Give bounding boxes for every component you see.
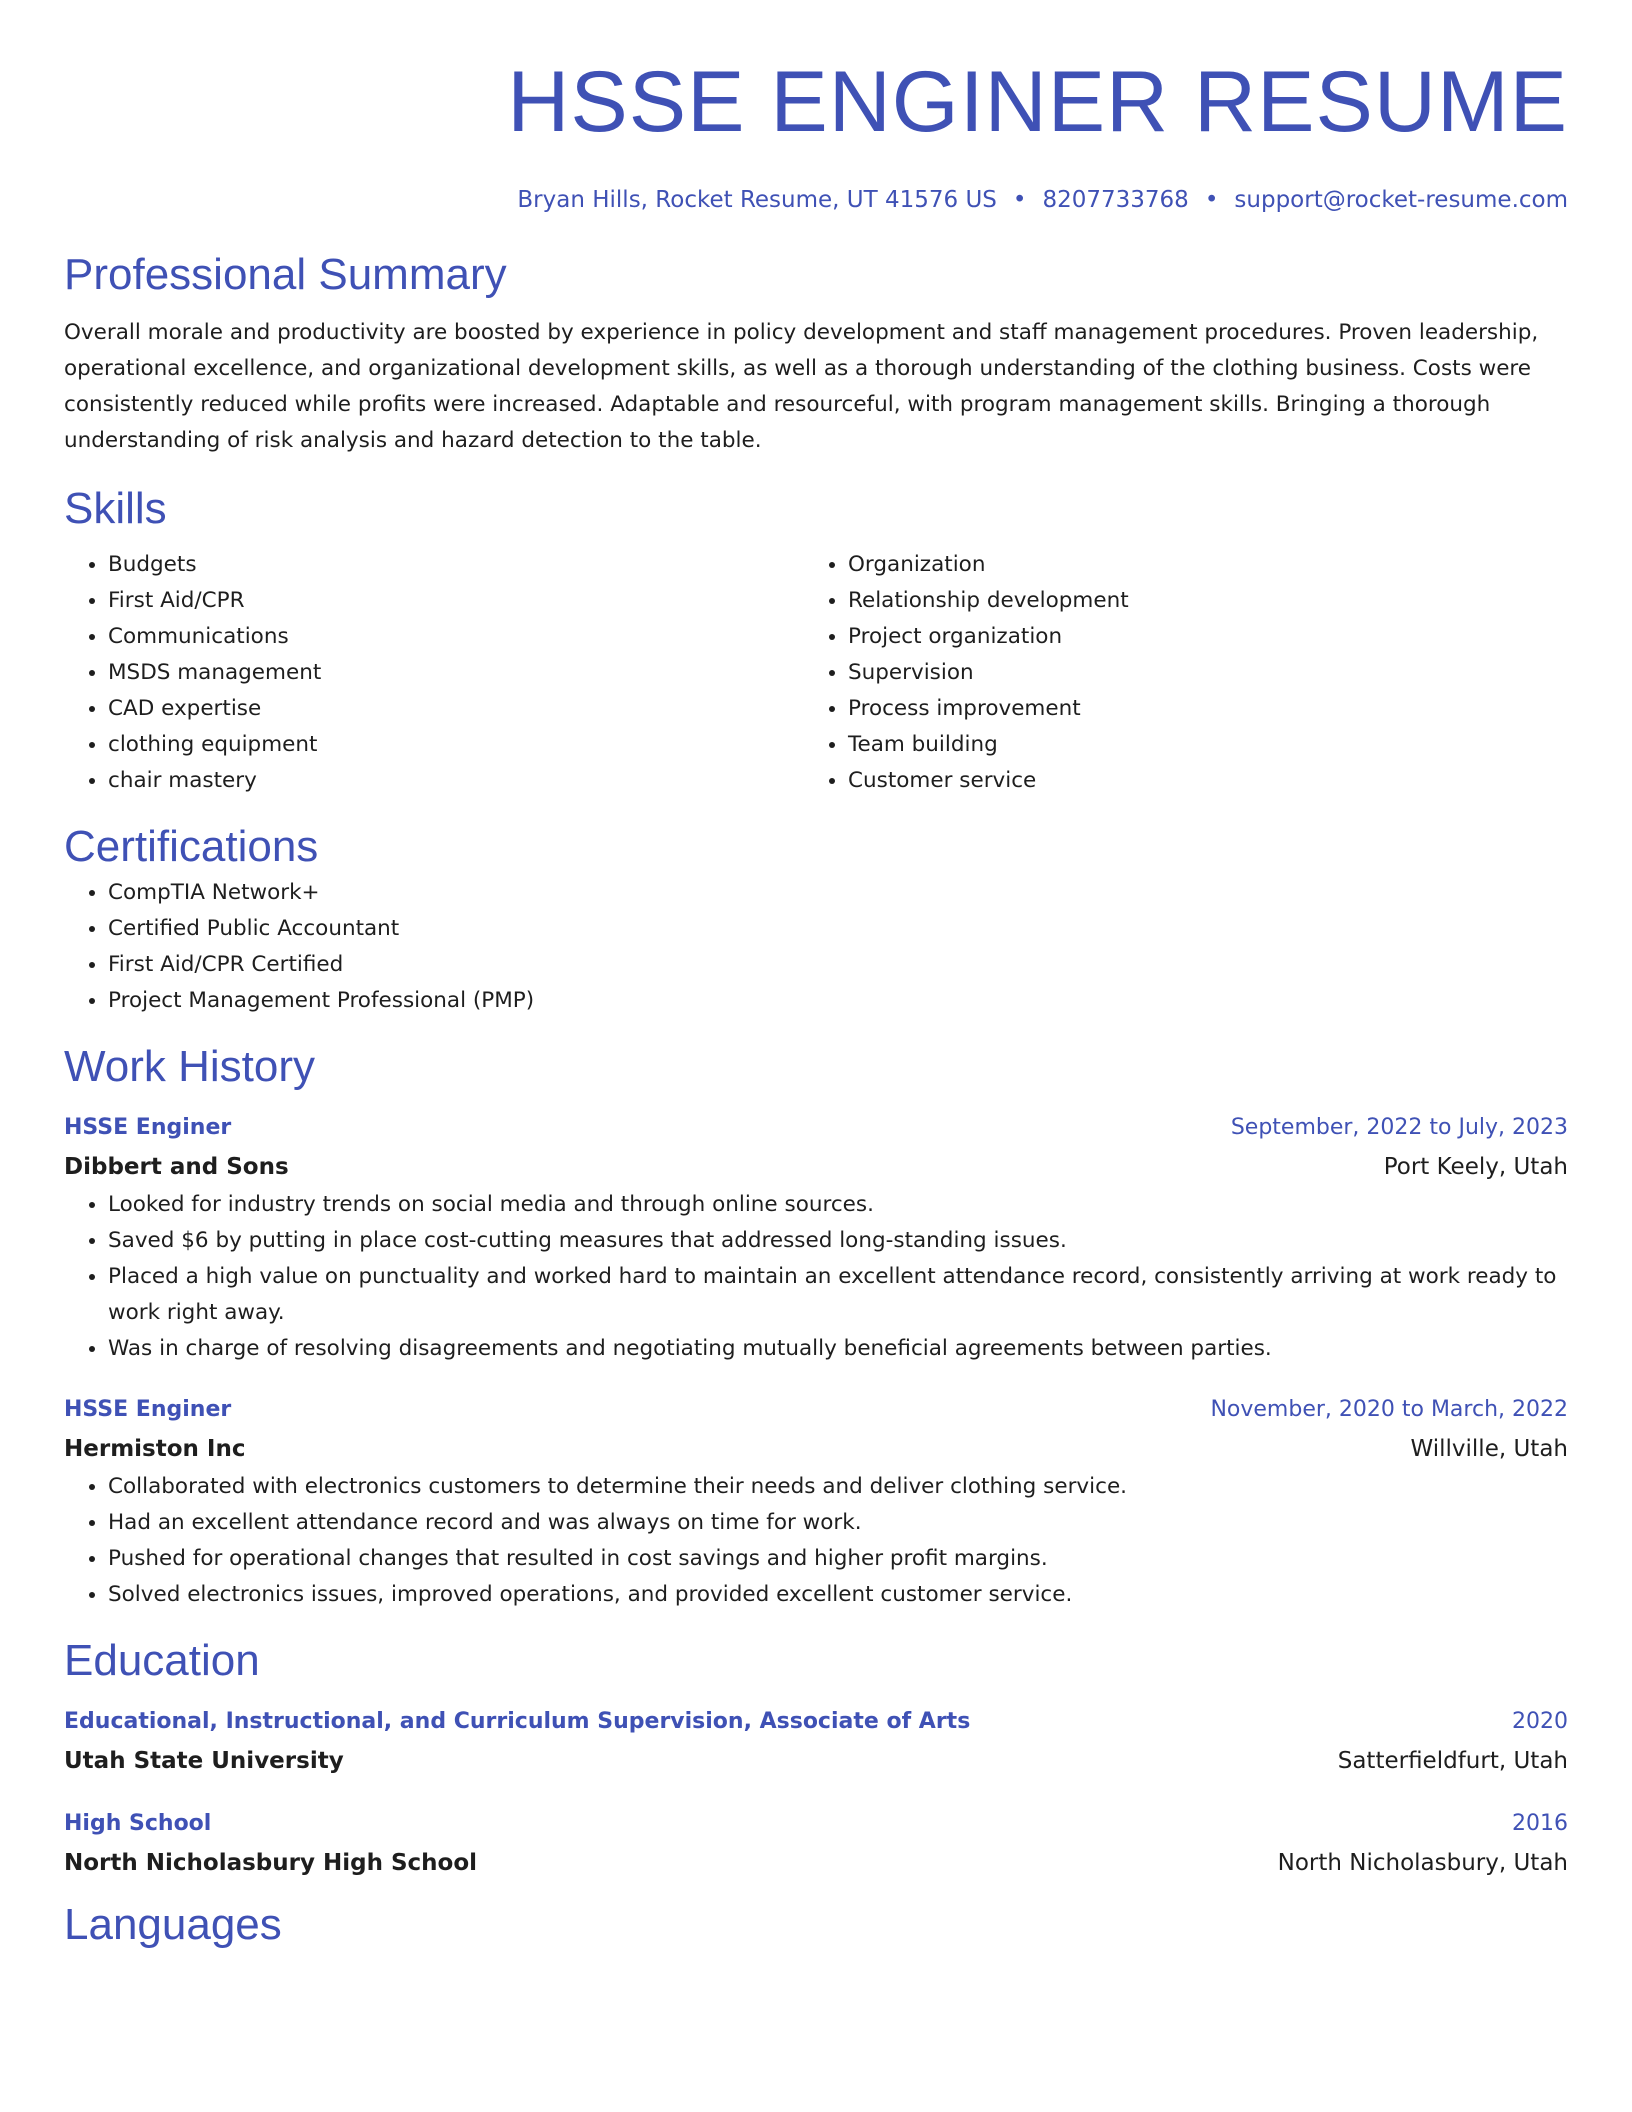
job-duty: • Collaborated with electronics customers to determine their needs and deliver clothing service.: [108, 1469, 1568, 1505]
job-subheader: [64, 1147, 1568, 1187]
work-history-heading: Work History: [64, 1042, 315, 1091]
job-dates: September, 2022 to July, 2023: [1230, 1115, 1568, 1140]
education-header: [64, 1703, 1568, 1741]
certification-item: • First Aid/CPR Certified: [108, 947, 1568, 983]
skill-item: • First Aid/CPR: [108, 583, 804, 619]
job-location: Port Keely, Utah: [1383, 1154, 1568, 1180]
skill-item: • Team building: [848, 727, 1544, 763]
skills-list-left: [64, 547, 804, 799]
summary-section: [64, 247, 1568, 459]
certifications-list: [64, 875, 1568, 1019]
skills-list-right: [804, 547, 1544, 799]
skills-column-left: [64, 547, 804, 799]
resume-header: [64, 0, 1568, 213]
job-dates: November, 2020 to March, 2022: [1210, 1397, 1568, 1422]
certifications-section: [64, 819, 1568, 1019]
skill-item: • clothing equipment: [108, 727, 804, 763]
certification-item: • Certified Public Accountant: [108, 911, 1568, 947]
job-title: HSSE Enginer: [64, 1397, 232, 1422]
job-entry: [64, 1391, 1568, 1613]
job-subheader: [64, 1429, 1568, 1469]
certifications-heading: Certifications: [64, 822, 319, 871]
job-location: Willville, Utah: [1410, 1436, 1568, 1462]
contact-separator: •: [1012, 187, 1027, 213]
contact-separator: •: [1204, 187, 1219, 213]
skill-item: • Relationship development: [848, 583, 1544, 619]
education-school: Utah State University: [64, 1748, 344, 1774]
job-duty: • Placed a high value on punctuality and worked hard to maintain an excellent attendance record, consistently arriving at work ready to work right away.: [108, 1259, 1568, 1331]
job-duty: • Saved $6 by putting in place cost-cutting measures that addressed long-standing issues.: [108, 1223, 1568, 1259]
education-location: North Nicholasbury, Utah: [1277, 1850, 1568, 1876]
education-section: [64, 1633, 1568, 1883]
skills-heading: Skills: [64, 484, 167, 533]
education-degree: Educational, Instructional, and Curriculum Supervision, Associate of Arts: [64, 1709, 971, 1734]
job-duties-list: [64, 1469, 1568, 1613]
job-duty: • Was in charge of resolving disagreements and negotiating mutually beneficial agreements between parties.: [108, 1331, 1568, 1367]
work-history-section: [64, 1039, 1568, 1613]
skills-section: [64, 481, 1568, 799]
skills-column-right: [804, 547, 1544, 799]
skills-columns: [64, 547, 1568, 799]
job-company: Hermiston Inc: [64, 1436, 246, 1462]
education-entry: [64, 1703, 1568, 1781]
certification-item: • Project Management Professional (PMP): [108, 983, 1568, 1019]
skill-item: • Customer service: [848, 763, 1544, 799]
job-duty: • Had an excellent attendance record and was always on time for work.: [108, 1505, 1568, 1541]
skill-item: • Organization: [848, 547, 1544, 583]
contact-email[interactable]: support@rocket-resume.com: [1234, 187, 1568, 213]
skill-item: • Supervision: [848, 655, 1544, 691]
languages-heading: Languages: [64, 1900, 282, 1949]
skill-item: • CAD expertise: [108, 691, 804, 727]
education-location: Satterfieldfurt, Utah: [1337, 1748, 1568, 1774]
education-school: North Nicholasbury High School: [64, 1850, 478, 1876]
skill-item: • Process improvement: [848, 691, 1544, 727]
job-company: Dibbert and Sons: [64, 1154, 289, 1180]
languages-section: [64, 1897, 1568, 1953]
summary-heading: Professional Summary: [64, 250, 507, 299]
job-duty: • Pushed for operational changes that resulted in cost savings and higher profit margins.: [108, 1541, 1568, 1577]
job-title: HSSE Enginer: [64, 1115, 232, 1140]
education-subheader: [64, 1843, 1568, 1883]
contact-phone: 8207733768: [1042, 187, 1189, 213]
certification-item: • CompTIA Network+: [108, 875, 1568, 911]
job-header: [64, 1109, 1568, 1147]
contact-address: Bryan Hills, Rocket Resume, UT 41576 US: [517, 187, 997, 213]
skill-item: • chair mastery: [108, 763, 804, 799]
resume-title: HSSE ENGINER RESUME: [507, 54, 1568, 150]
education-entry: [64, 1805, 1568, 1883]
job-duty: • Solved electronics issues, improved operations, and provided excellent customer service.: [108, 1577, 1568, 1613]
education-year: 2020: [1512, 1709, 1568, 1734]
skill-item: • Budgets: [108, 547, 804, 583]
skill-item: • Communications: [108, 619, 804, 655]
skill-item: • Project organization: [848, 619, 1544, 655]
contact-line: [64, 187, 1568, 213]
job-header: [64, 1391, 1568, 1429]
education-header: [64, 1805, 1568, 1843]
job-entry: [64, 1109, 1568, 1367]
summary-text: Overall morale and productivity are boosted by experience in policy development and staff management procedures. Proven leadership, operational excellence, and organizational development skills, as well as a thorough understanding of the clothing business. Costs were consistently reduced while profits were increased. Adaptable and resourceful, with program management skills. Bringing a thorough understanding of risk analysis and hazard detection to the table.: [64, 320, 1539, 453]
skill-item: • MSDS management: [108, 655, 804, 691]
education-subheader: [64, 1741, 1568, 1781]
education-degree: High School: [64, 1811, 212, 1836]
education-heading: Education: [64, 1636, 260, 1685]
education-year: 2016: [1512, 1811, 1568, 1836]
job-duties-list: [64, 1187, 1568, 1367]
job-duty: • Looked for industry trends on social media and through online sources.: [108, 1187, 1568, 1223]
